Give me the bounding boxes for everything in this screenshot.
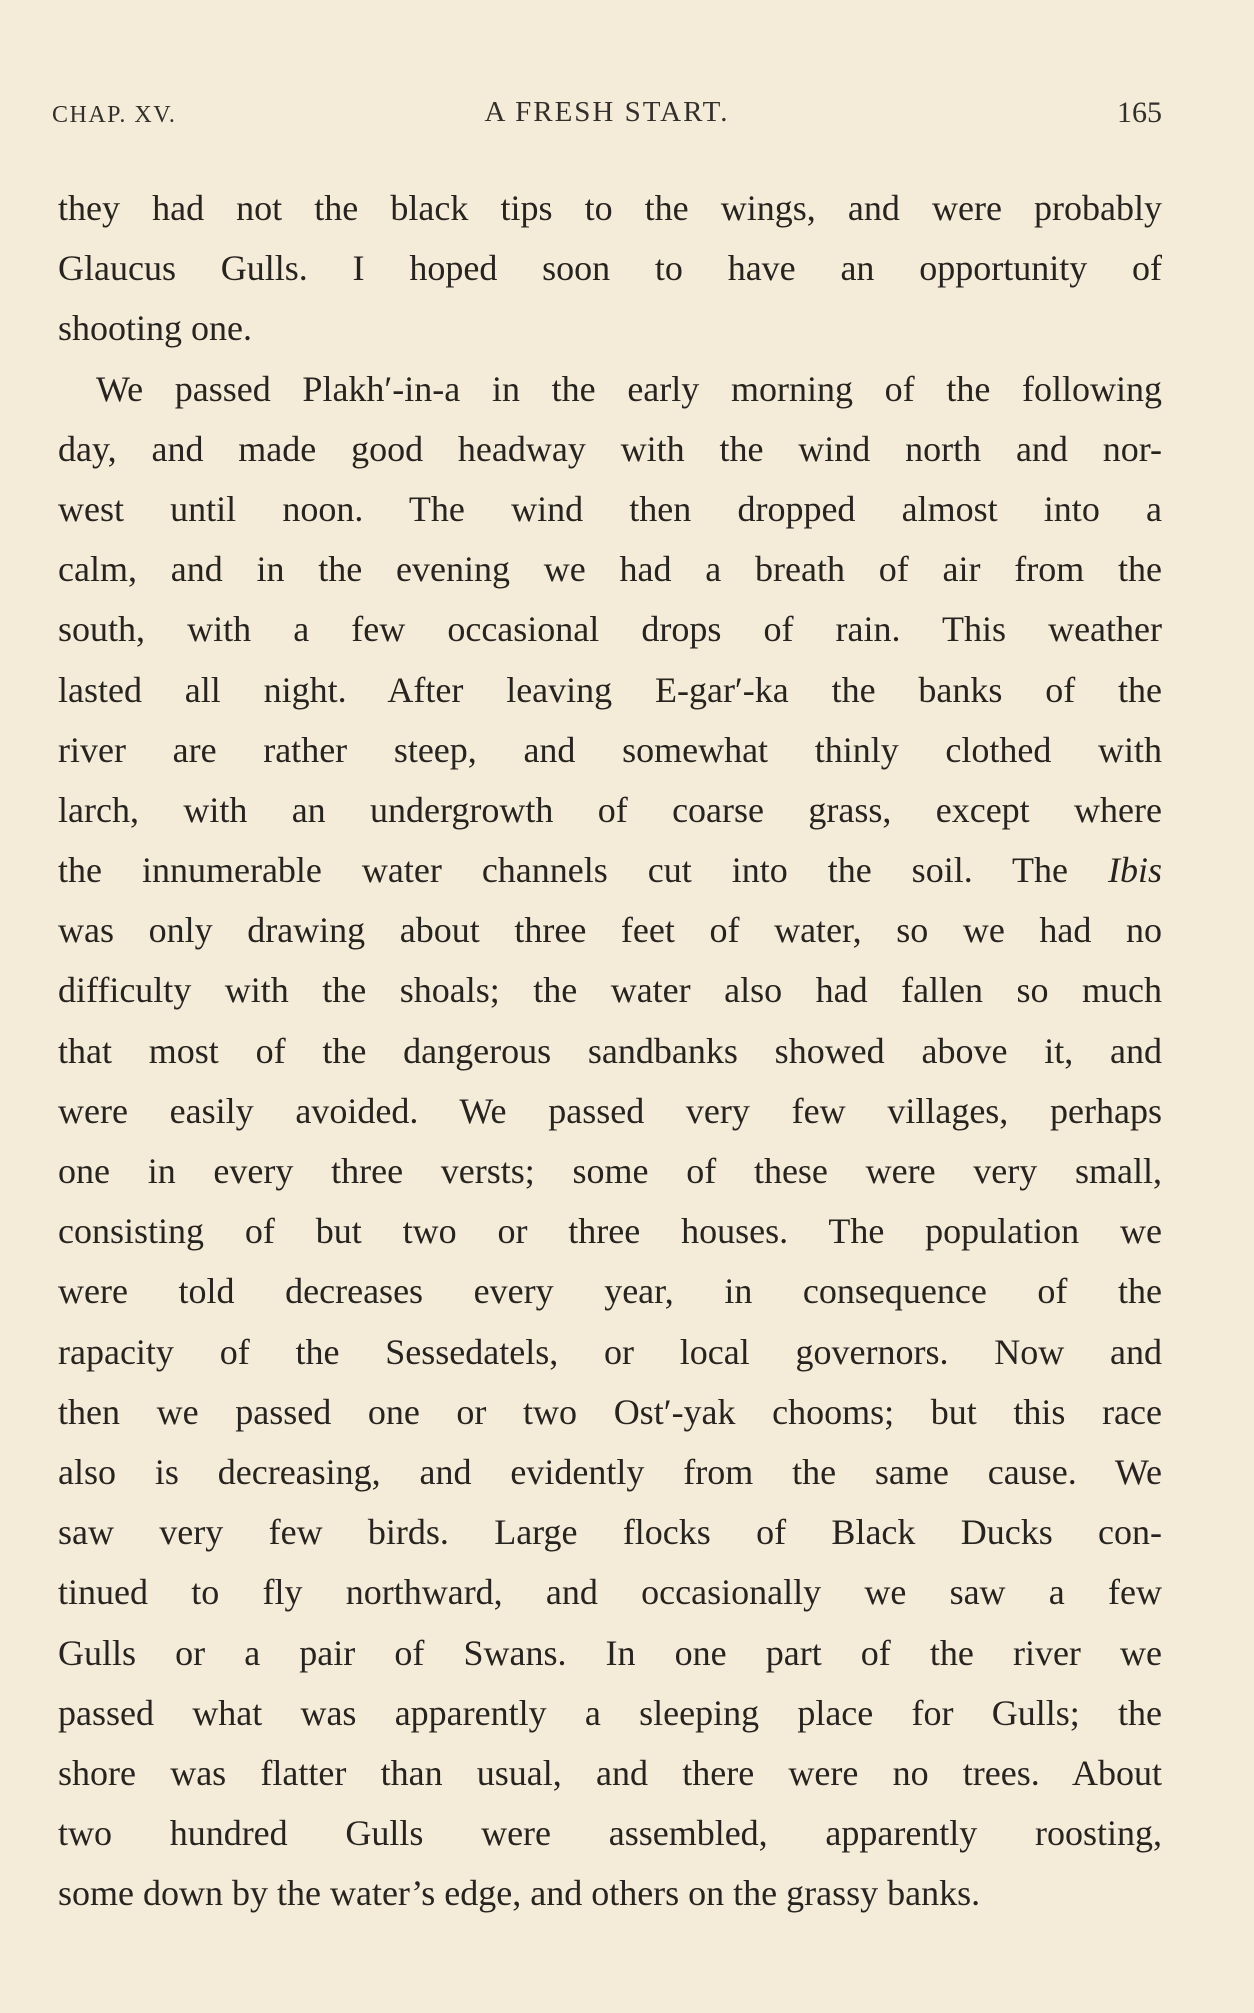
text-line: one in every three versts; some of these were very small, [58,1151,1162,1191]
text-line: Glaucus Gulls. I hoped soon to have an opportunity of [58,248,1162,289]
text-line: that most of the dangerous sandbanks showed above it, and [58,1030,1162,1071]
text-line: consisting of but two or three houses. The population we [58,1211,1162,1252]
text-line: rapacity of the Sessedatels, or local governors. Now and [58,1331,1162,1372]
chapter-title: A FRESH START. [484,96,730,128]
text-line: some down by the water’s edge, and others on the grassy banks. [58,1873,981,1914]
text-line: passed what was apparently a sleeping place for Gulls; the [58,1692,1162,1733]
text-line: they had not the black tips to the wings, and were probably [58,188,1162,228]
text-line: also is decreasing, and evidently from the same cause. We [58,1451,1162,1492]
text-line: river are rather steep, and somewhat thinly clothed with [58,729,1162,770]
text-line: were easily avoided. We passed very few villages, perhaps [58,1090,1162,1131]
text-line: calm, and in the evening we had a breath of air from the [58,549,1162,590]
text-line: west until noon. The wind then dropped almost into a [58,488,1162,529]
text-line: tinued to fly northward, and occasionally we saw a few [58,1572,1162,1613]
text-line-with-italic [58,840,1162,900]
text-line: shooting one. [58,308,252,349]
chapter-label: CHAP. XV. [52,102,177,128]
text-line: Gulls or a pair of Swans. In one part of the river we [58,1632,1162,1673]
text-line: two hundred Gulls were assembled, apparently roosting, [58,1813,1162,1854]
text-line: were told decreases every year, in consequence of the [58,1271,1162,1312]
paragraph-first-line: We passed Plakh′-in-a in the early morning of the following [96,368,1162,409]
running-head [52,96,1162,136]
text-line: was only drawing about three feet of water, so we had no [58,910,1162,951]
text-line: day, and made good headway with the wind north and nor- [58,428,1162,469]
text-line: larch, with an undergrowth of coarse grass, except where [58,789,1162,830]
text-line: lasted all night. After leaving E-gar′-ka the banks of the [58,669,1162,710]
body-text [58,178,1162,1923]
page-number: 165 [1117,96,1162,129]
text-line: difficulty with the shoals; the water also had fallen so much [58,970,1162,1011]
text-line: shore was flatter than usual, and there were no trees. About [58,1752,1162,1793]
text-line: saw very few birds. Large flocks of Black Ducks con- [58,1512,1162,1553]
text-segment: the innumerable water channels cut into the soil. The [58,850,1108,891]
italic-ship-name: Ibis [1108,850,1162,891]
text-line: then we passed one or two Ost′-yak chooms; but this race [58,1391,1162,1432]
text-line: south, with a few occasional drops of rain. This weather [58,609,1162,650]
